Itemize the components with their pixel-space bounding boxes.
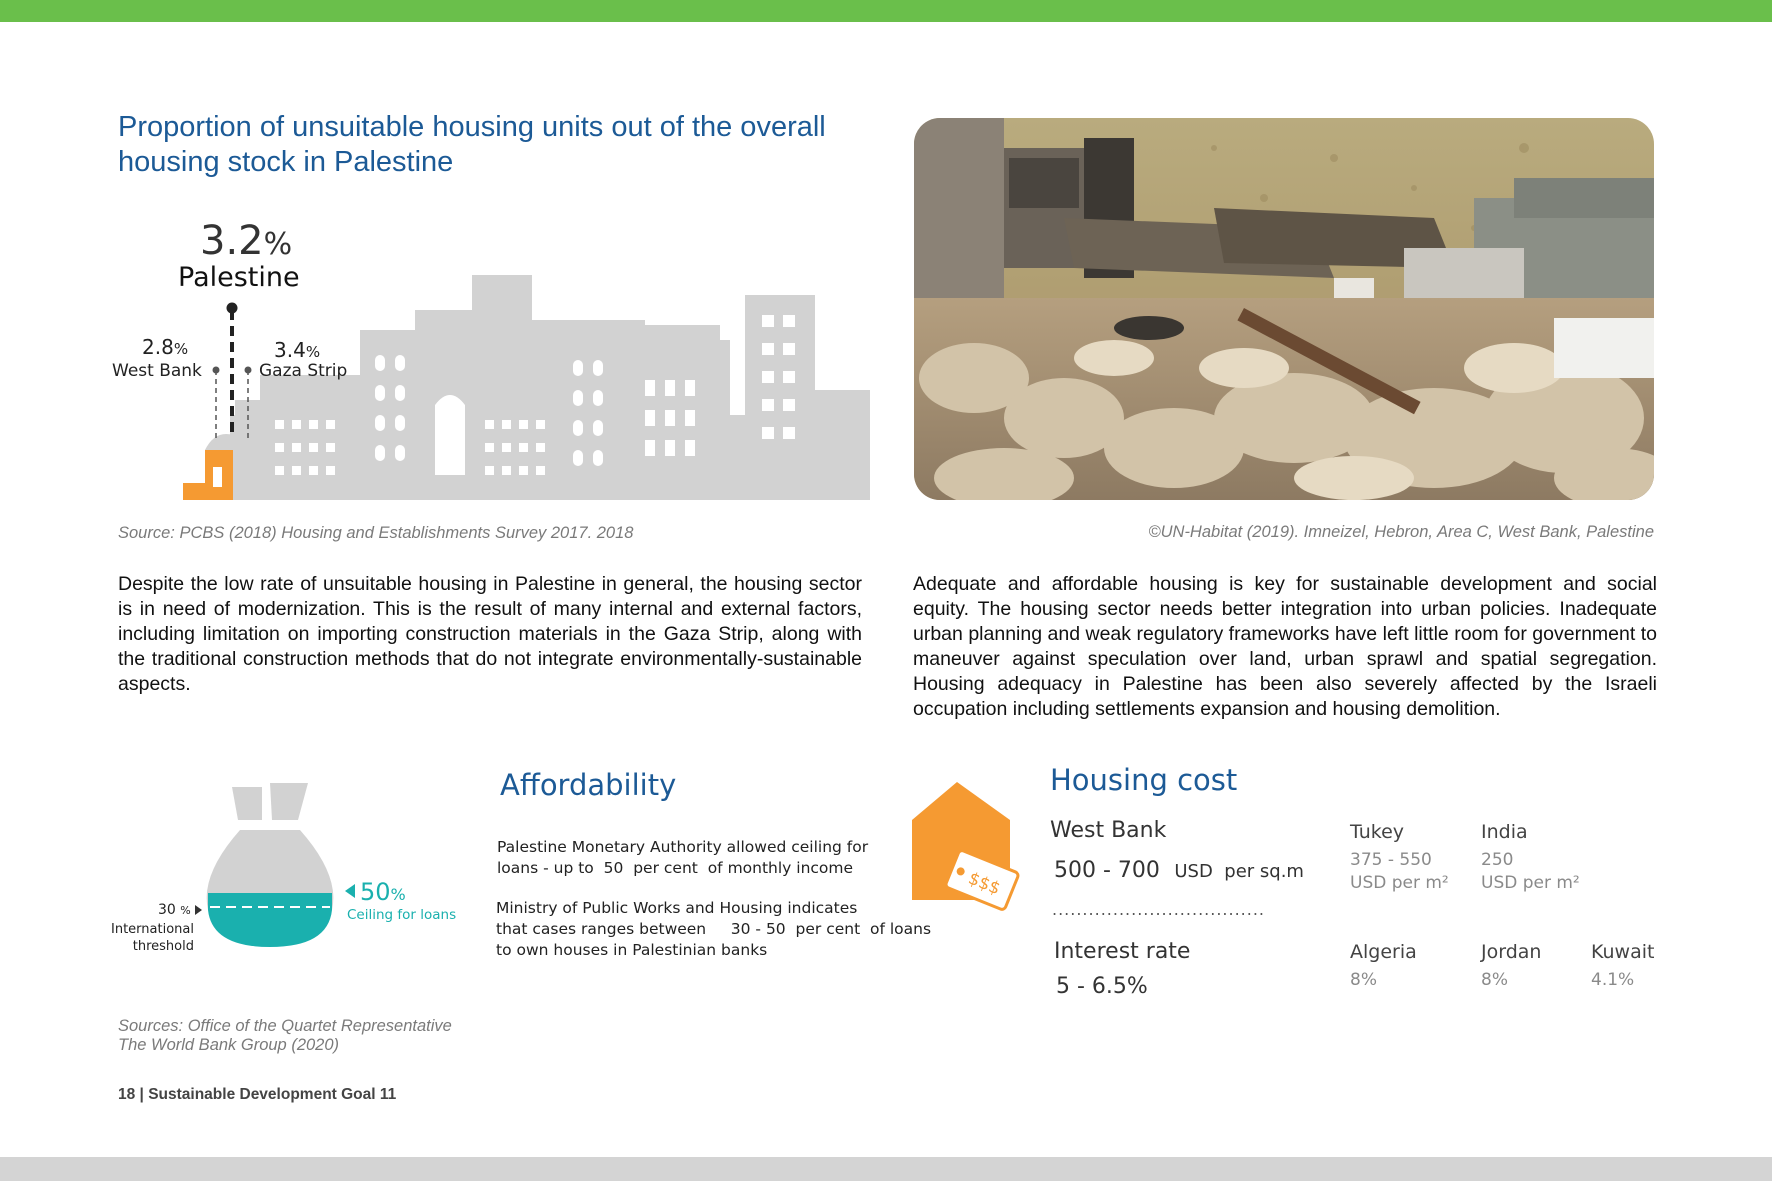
west-bank-cost-number: 500 - 700 [1054, 858, 1160, 883]
cost-country-unit: USD per m² [1481, 873, 1580, 893]
gaza-number: 3.4 [274, 338, 306, 362]
west-bank-unit: % [173, 340, 189, 358]
gaza-unit: % [305, 343, 321, 361]
photo-illustration [914, 118, 1654, 500]
affordability-text-1-line-1: Palestine Monetary Authority allowed ceiling for [497, 838, 869, 856]
left-paragraph: Despite the low rate of unsuitable housing in Palestine in general, the housing sector is in need of modernization. This is the result of many internal and external factors, including limitation on importing construction materials in the Gaza Strip, along with the traditional construction methods that do not integrate environmentally-sustainable aspects. [118, 573, 862, 695]
right-paragraph: Adequate and affordable housing is key for sustainable development and social equity. The housing sector needs better integration into urban policies. Inadequate urban planning and weak regulatory frameworks have left little room for government to maneuver against speculation over land, urban sprawl and spatial segregation. Housing adequacy in Palestine has been also severely affected by the Israeli occupation including settlements expansion and housing demolition. [913, 573, 1657, 720]
cost-country-unit: USD per m² [1350, 873, 1449, 893]
ceiling-label: Ceiling for loans [347, 907, 457, 923]
cost-country [1481, 821, 1580, 895]
house-price-icon [912, 780, 1032, 920]
section-title: Proportion of unsuitable housing units out of the overall housing stock in Palestine [118, 111, 826, 178]
ceiling-unit: % [390, 885, 406, 904]
rate-country [1591, 941, 1654, 992]
ceiling-number: 50 [360, 878, 391, 906]
affordability-text-2 [496, 898, 932, 961]
west-bank-cost-unit: USD per sq.m [1174, 861, 1304, 882]
affordability-text-2-line-2: that cases ranges between 30 - 50 per cent of loans [496, 920, 932, 938]
rate-country-name: Kuwait [1591, 941, 1655, 963]
west-bank-number: 2.8 [142, 335, 174, 359]
palestine-unit: % [263, 227, 293, 262]
rate-country-value: 8% [1350, 970, 1377, 990]
cost-country [1350, 821, 1449, 895]
demolished-housing-photo [914, 118, 1654, 500]
gaza-value [274, 338, 320, 362]
price-tag-text: $$$ [965, 868, 1004, 900]
threshold-label [108, 921, 194, 955]
west-bank-value [142, 335, 188, 359]
rate-country-value: 4.1% [1591, 970, 1635, 990]
threshold-unit: % [180, 904, 191, 917]
threshold-arrow-icon [195, 905, 202, 915]
ceiling-value [360, 878, 406, 906]
affordability-source-line-1: Sources: Office of the Quartet Representative [118, 1017, 452, 1035]
cost-country-name: Tukey [1350, 821, 1405, 843]
rate-country [1350, 941, 1417, 992]
rate-country-name: Jordan [1481, 941, 1542, 963]
cost-country-value: 250 [1481, 850, 1514, 870]
cost-country-value: 375 - 550 [1350, 850, 1432, 870]
cost-country-list [1350, 821, 1650, 901]
interest-rate-label: Interest rate [1054, 939, 1191, 964]
highlight-house [183, 434, 233, 500]
affordability-sources [118, 1017, 452, 1055]
rate-country-value: 8% [1481, 970, 1508, 990]
threshold-label-line-2: threshold [132, 939, 194, 954]
rate-country-list [1350, 941, 1670, 1001]
west-bank-cost-value [1054, 858, 1304, 883]
threshold-label-line-1: International [111, 922, 194, 937]
threshold-value [158, 902, 191, 918]
cost-country-name: India [1481, 821, 1528, 843]
chart-source: Source: PCBS (2018) Housing and Establishments Survey 2017. 2018 [118, 524, 634, 542]
interest-rate-value: 5 - 6.5% [1056, 974, 1148, 999]
ceiling-arrow-icon [345, 884, 355, 898]
loan-bag-graphic [200, 775, 350, 950]
top-accent-bar [0, 0, 1772, 22]
gaza-label: Gaza Strip [259, 361, 348, 381]
affordability-source-line-2: The World Bank Group (2020) [118, 1036, 340, 1054]
palestine-number: 3.2 [200, 218, 264, 264]
page-footer: 18 | Sustainable Development Goal 11 [118, 1086, 397, 1103]
threshold-number: 30 [158, 902, 176, 918]
cost-divider: ................................... [1052, 900, 1266, 919]
affordability-text-2-line-1: Ministry of Public Works and Housing indicates [496, 899, 858, 917]
affordability-text-1-line-2: loans - up to 50 per cent of monthly income [497, 859, 854, 877]
photo-credit: ©UN-Habitat (2019). Imneizel, Hebron, Area C, West Bank, Palestine [1148, 523, 1654, 541]
palestine-value [200, 218, 292, 264]
affordability-text-2-line-3: to own houses in Palestinian banks [496, 941, 768, 959]
bottom-bar [0, 1157, 1772, 1181]
west-bank-cost-label: West Bank [1050, 818, 1167, 843]
bag-icon [207, 783, 334, 947]
affordability-heading: Affordability [500, 768, 677, 802]
housing-cost-heading: Housing cost [1050, 763, 1238, 797]
palestine-label: Palestine [178, 262, 300, 293]
rate-country [1481, 941, 1541, 992]
affordability-text-1 [497, 837, 917, 879]
west-bank-label: West Bank [112, 361, 202, 381]
rate-country-name: Algeria [1350, 941, 1417, 963]
